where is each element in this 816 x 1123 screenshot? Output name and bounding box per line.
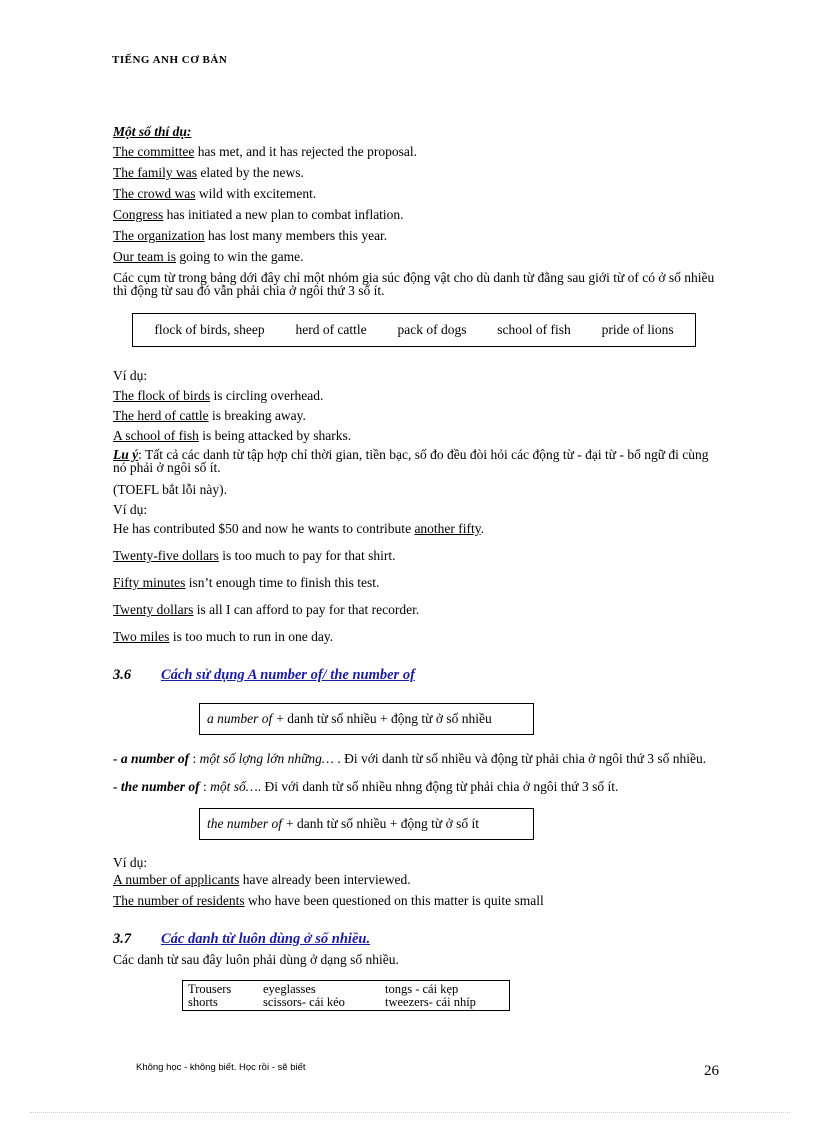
example-subject: The organization	[113, 228, 205, 243]
footer-note: Không học - không biết. Học rồi - sẽ biết	[136, 1062, 306, 1073]
table-cell: shorts	[188, 995, 218, 1009]
example-subject: The committee	[113, 144, 195, 159]
section-number: 3.6	[113, 667, 132, 683]
example-subject: A number of applicants	[113, 872, 240, 887]
table-cell: scissors- cái kéo	[263, 995, 345, 1009]
herd-intro: Các cụm từ trong bảng dới đây chỉ một nhóm gia súc động vật cho dù danh từ đằng sau giới từ of có ở số nhiều thì động từ sau đó vẫn phải chia ở ngôi thứ 3 số ít.	[113, 270, 715, 298]
note-text: : Tất cả các danh từ tập hợp chỉ thời gian, tiền bạc, số đo đều đòi hỏi các động từ - đại từ - bổ ngữ đi cùng nó phải ở ngôi số ít.	[113, 447, 709, 475]
example-line	[113, 521, 484, 537]
example-subject: Twenty-five dollars	[113, 548, 219, 563]
formula-text: + danh từ số nhiều + động từ ở số ít	[286, 816, 479, 831]
example-subject: The family was	[113, 165, 197, 180]
example-subject: The crowd was	[113, 186, 196, 201]
example-subject: Congress	[113, 207, 164, 222]
example-rest: is all I can afford to pay for that recorder.	[193, 602, 420, 617]
example-label: Ví dụ:	[113, 502, 148, 517]
def-colon: :	[189, 751, 200, 766]
example-subject: The flock of birds	[113, 388, 211, 403]
example-rest: have already been interviewed.	[239, 872, 411, 887]
example-rest: is being attacked by sharks.	[198, 428, 352, 443]
page-number: 26	[704, 1063, 719, 1079]
def-term: - a number of	[113, 751, 190, 766]
formula-box-the-number-of	[199, 808, 534, 840]
def-colon: :	[199, 779, 211, 794]
example-rest: is breaking away.	[208, 408, 306, 423]
formula-lead: the number of	[207, 816, 282, 831]
herd-item: school of fish	[497, 322, 571, 337]
example-subject: The herd of cattle	[113, 408, 209, 423]
footer-divider	[30, 1112, 790, 1113]
def-text: . Đi với danh từ số nhiều và động từ phải chia ở ngôi thứ 3 số nhiều.	[337, 751, 707, 766]
example-line	[113, 207, 404, 223]
example-line	[113, 893, 544, 909]
example-subject: Our team is	[113, 249, 176, 264]
herd-item: pride of lions	[601, 322, 674, 337]
herd-item: pack of dogs	[397, 322, 467, 337]
note-paragraph	[113, 448, 723, 474]
section-3-6-heading	[113, 667, 415, 684]
def-meaning: một số…	[210, 779, 258, 794]
table-cell: tongs - cái kẹp	[385, 982, 459, 996]
collective-nouns-box	[132, 313, 696, 347]
table-cell: tweezers- cái nhíp	[385, 995, 476, 1009]
note-label: Lu ý	[113, 447, 139, 462]
plural-nouns-table	[182, 980, 510, 1011]
example-line	[113, 872, 411, 888]
example-rest: is too much to pay for that shirt.	[218, 548, 396, 563]
example-label: Ví dụ:	[113, 855, 148, 870]
example-rest: has lost many members this year.	[204, 228, 388, 243]
def-meaning: một số lợng lớn những…	[199, 751, 338, 766]
examples-label-text: Một số thí dụ:	[113, 124, 192, 139]
example-rest: has met, and it has rejected the proposal.	[194, 144, 418, 159]
formula-lead: a number of	[207, 711, 273, 726]
example-line	[113, 388, 323, 404]
section-title-link[interactable]: Cách sử dụng A number of/ the number of	[161, 667, 415, 683]
example-line	[113, 408, 306, 424]
example-line	[113, 228, 387, 244]
example-rest: has initiated a new plan to combat inflation.	[163, 207, 404, 222]
example-line	[113, 165, 304, 181]
section-3-7-intro: Các danh từ sau đây luôn phải dùng ở dạng số nhiều.	[113, 952, 399, 967]
example-rest: isn’t enough time to finish this test.	[185, 575, 380, 590]
table-cell: Trousers	[188, 982, 232, 996]
section-title-link[interactable]: Các danh từ luôn dùng ở số nhiều.	[161, 931, 371, 947]
def-a-number-of	[113, 752, 723, 765]
example-rest: wild with excitement.	[195, 186, 317, 201]
example-subject: The number of residents	[113, 893, 245, 908]
formula-text: + danh từ số nhiều + động từ ở số nhiều	[276, 711, 492, 726]
example-subject: Twenty dollars	[113, 602, 194, 617]
example-line	[113, 428, 351, 444]
example-rest: is circling overhead.	[210, 388, 324, 403]
def-the-number-of	[113, 780, 723, 793]
example-subject: Fifty minutes	[113, 575, 186, 590]
example-line	[113, 144, 417, 160]
example-line	[113, 575, 379, 591]
example-rest: is too much to run in one day.	[169, 629, 334, 644]
example-subject: another fifty	[414, 521, 481, 536]
example-line	[113, 186, 316, 202]
example-subject: Two miles	[113, 629, 170, 644]
example-rest: elated by the news.	[196, 165, 304, 180]
examples-label	[113, 124, 191, 140]
herd-item: herd of cattle	[295, 322, 367, 337]
example-rest: He has contributed $50 and now he wants to contribute	[113, 521, 415, 536]
formula-box-a-number-of	[199, 703, 534, 735]
example-rest: who have been questioned on this matter is quite small	[244, 893, 544, 908]
toefl-note: (TOEFL bắt lỗi này).	[113, 482, 227, 497]
section-number: 3.7	[113, 931, 132, 947]
def-text: . Đi với danh từ số nhiều nhng động từ phải chia ở ngôi thứ 3 số ít.	[257, 779, 619, 794]
example-line	[113, 249, 303, 265]
example-rest: going to win the game.	[176, 249, 304, 264]
example-label: Ví dụ:	[113, 368, 148, 383]
herd-item: flock of birds, sheep	[154, 322, 265, 337]
example-subject: A school of fish	[113, 428, 199, 443]
example-line	[113, 602, 419, 618]
table-cell: eyeglasses	[263, 982, 316, 996]
running-header: TIẾNG ANH CƠ BẢN	[112, 54, 228, 66]
example-line	[113, 548, 396, 564]
section-3-7-heading	[113, 931, 370, 948]
def-term: - the number of	[113, 779, 200, 794]
example-end: .	[480, 521, 485, 536]
table-row	[183, 996, 509, 1009]
example-line	[113, 629, 333, 645]
